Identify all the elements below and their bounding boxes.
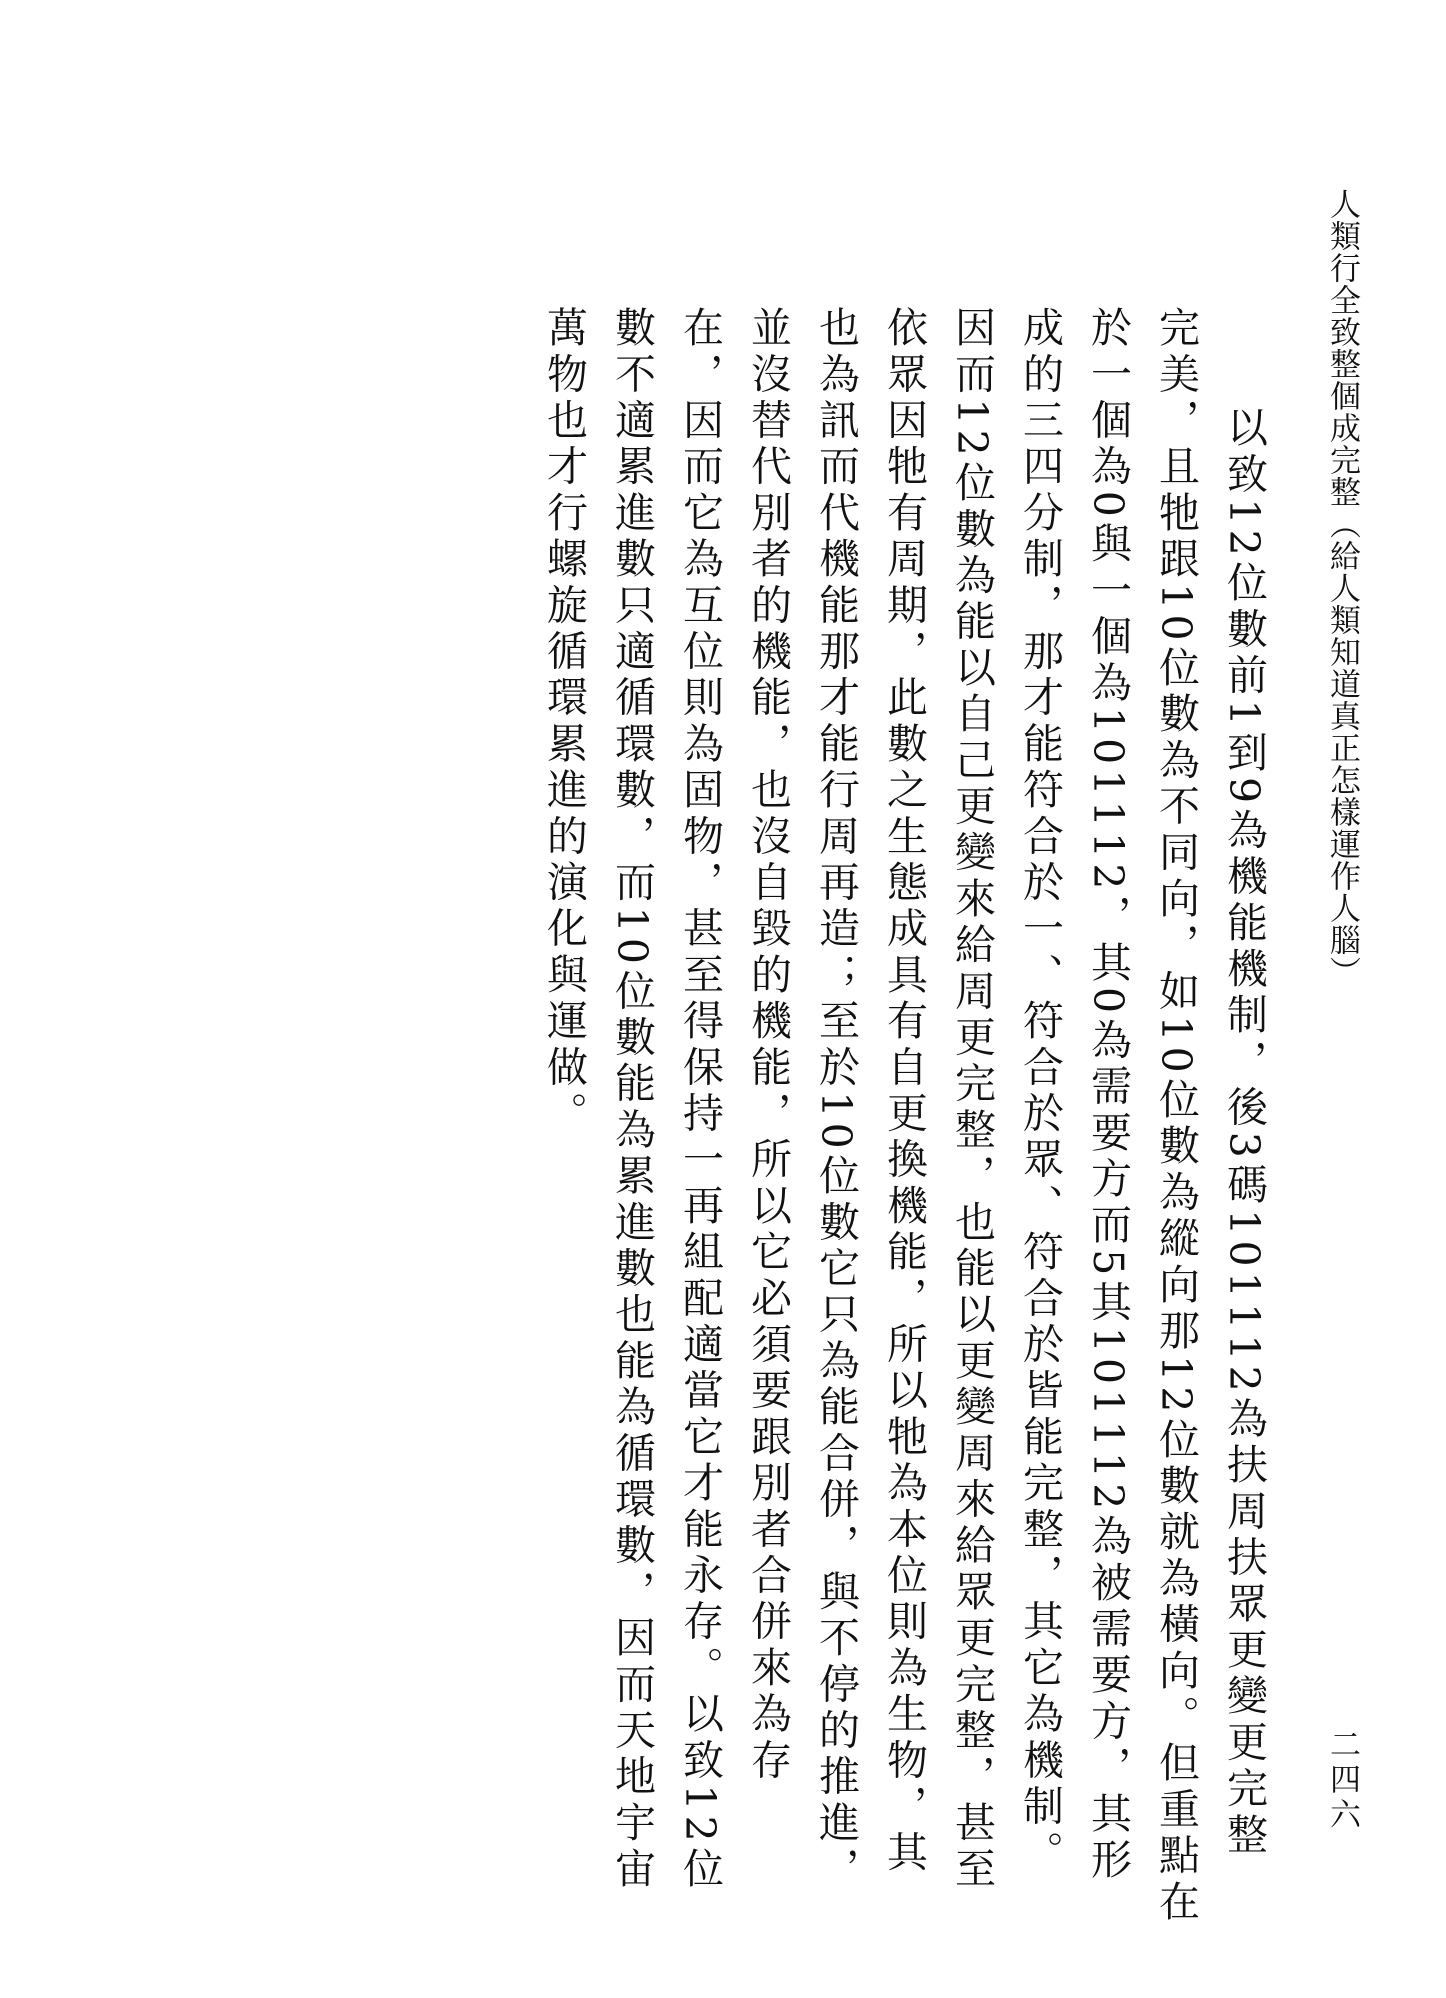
text-line: 在，因而它為互位則為固物，甚至得保持一再組配適當它才能永存。以致12位 — [676, 306, 724, 1894]
text-line: 依眾因牠有周期，此數之生態成具有自更換機能，所以牠為本位則為生物，其 — [880, 306, 928, 1877]
page-number: 二四六 — [1324, 1728, 1360, 1833]
text-line: 也為訊而代機能那才能行周再造；至於10位數它只為能合併，與不停的推進， — [812, 306, 860, 1894]
text-line: 以致12位數前1到9為機能機制，後3碼101112為扶周扶眾更變更完整 — [1220, 406, 1268, 1859]
body-text — [518, 306, 1278, 1926]
text-line: 成的三四分制，那才能符合於一、符合於眾、符合於皆能完整，其它為機制。 — [1016, 306, 1064, 1877]
text-line: 萬物也才行螺旋循環累進的演化與運做。 — [540, 306, 588, 1138]
text-line: 並沒替代別者的機能，也沒自毀的機能，所以它必須要跟別者合併來為存 — [744, 306, 792, 1785]
text-line: 因而12位數為能以自己更變來給周更完整，也能以更變周來給眾更完整，甚至 — [948, 306, 996, 1894]
running-title: 人類行全致整個成完整（給人類知道真正怎樣運作人腦） — [1324, 188, 1360, 988]
text-line: 數不適累進數只適循環數，而10位數能為累進數也能為循環數，因而天地宇宙 — [608, 306, 656, 1894]
text-line: 於一個為0與一個為101112，其0為需要方而5其101112為被需要方，其形 — [1084, 306, 1132, 1885]
text-line: 完美，且牠跟10位數為不同向，如10位數為縱向那12位數就為橫向。但重點在 — [1152, 306, 1200, 1926]
